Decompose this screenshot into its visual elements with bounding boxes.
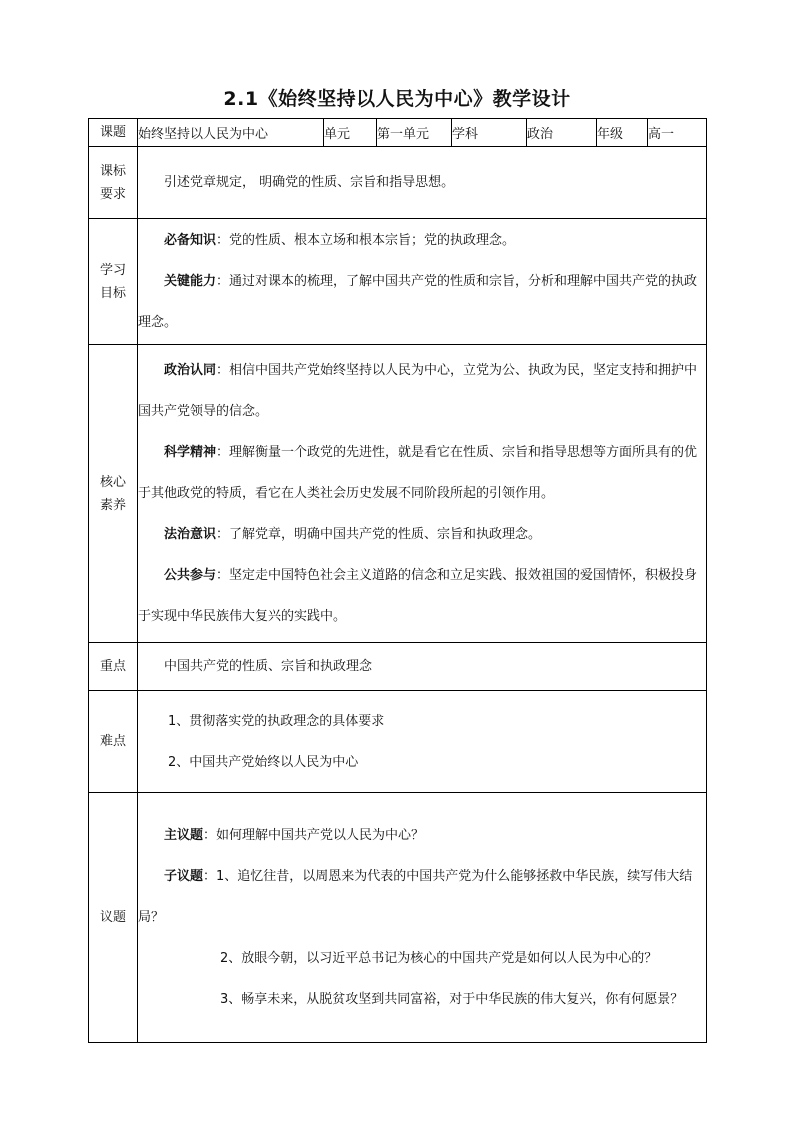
objective-item [138,220,706,261]
literacy-item [138,350,706,432]
difficulties-label: 难点 [89,691,138,793]
difficulty-item: 1、贯彻落实党的执政理念的具体要求 [168,713,385,729]
standards-label [89,147,138,219]
objectives-label-line-1: 学习 [99,262,126,278]
standards-content [138,147,707,219]
unit-value: 第一单元 [377,119,452,147]
literacy-text: ：坚定走中国特色社会主义道路的信念和立足实践、报效祖国的爱国情怀，积极投身于实现中华民族伟大复兴的实践中。 [138,568,698,624]
subject-label: 学科 [452,119,527,147]
literacy-label-line-1: 核心 [99,474,126,490]
literacy-item [138,432,706,514]
topic-label: 课题 [89,119,138,147]
difficulties-content [138,691,707,793]
grade-label: 年级 [597,119,648,147]
main-topic [138,815,706,856]
sub-topic-key: 子议题 [164,869,204,884]
literacy-key: 公共参与 [164,568,217,583]
literacy-key: 法治意识 [164,527,217,542]
literacy-row [89,345,707,643]
objectives-label-line-2: 目标 [99,285,126,301]
literacy-item [138,514,706,555]
literacy-label-line-2: 素养 [99,497,126,513]
sub-topic-1 [138,856,706,938]
standards-row [89,147,707,219]
objective-text: ：通过对课本的梳理，了解中国共产党的性质和宗旨，分析和理解中国共产党的执政理念。 [138,274,698,330]
objectives-content [138,219,707,345]
unit-label: 单元 [324,119,377,147]
sub-topic-3: 3、畅享未来，从脱贫攻坚到共同富裕，对于中华民族的伟大复兴，你有何愿景？ [220,992,684,1007]
key-points-content [138,643,707,691]
objective-text: ：党的性质、根本立场和根本宗旨；党的执政理念。 [216,233,516,248]
topics-content [138,793,707,1043]
literacy-text: ：相信中国共产党始终坚持以人民为中心，立党为公、执政为民，坚定支持和拥护中国共产党领导的信念。 [138,363,698,419]
standards-label-line-2: 要求 [99,186,126,202]
standards-label-line-1: 课标 [99,163,126,179]
key-points-row [89,643,707,691]
sub-topic-2: 2、放眼今朝，以习近平总书记为核心的中国共产党是如何以人民为中心的？ [220,951,658,966]
topics-label: 议题 [89,793,138,1043]
objective-key: 关键能力 [164,274,217,289]
grade-value: 高一 [648,119,707,147]
difficulties-row [89,691,707,793]
sub-topic-1-text: ：1、追忆往昔，以周恩来为代表的中国共产党为什么能够拯救中华民族，续写伟大结局？ [138,869,693,925]
document-title: 2.1《始终坚持以人民为中心》教学设计 [223,88,571,110]
literacy-text: ：理解衡量一个政党的先进性，就是看它在性质、宗旨和指导思想等方面所具有的优于其他政党的特质，看它在人类社会历史发展不同阶段所起的引领作用。 [138,445,698,501]
objective-key: 必备知识 [164,233,217,248]
key-points-text: 中国共产党的性质、宗旨和执政理念 [164,659,373,674]
topic-value: 始终坚持以人民为中心 [138,119,324,147]
main-topic-key: 主议题 [164,828,204,843]
literacy-key: 政治认同 [164,363,217,378]
main-topic-text: ：如何理解中国共产党以人民为中心？ [203,828,425,843]
objectives-label [89,219,138,345]
literacy-label [89,345,138,643]
key-points-label: 重点 [89,643,138,691]
standards-text: 引述党章规定， 明确党的性质、宗旨和指导思想。 [164,175,455,190]
literacy-item [138,555,706,637]
difficulty-item: 2、中国共产党始终以人民为中心 [168,754,359,770]
objective-item [138,261,706,343]
header-row [89,119,707,147]
subject-value: 政治 [527,119,597,147]
literacy-content [138,345,707,643]
objectives-row [89,219,707,345]
literacy-text: ：了解党章，明确中国共产党的性质、宗旨和执政理念。 [216,527,542,542]
literacy-key: 科学精神 [164,445,217,460]
lesson-plan-table [88,118,707,1043]
topics-row [89,793,707,1043]
